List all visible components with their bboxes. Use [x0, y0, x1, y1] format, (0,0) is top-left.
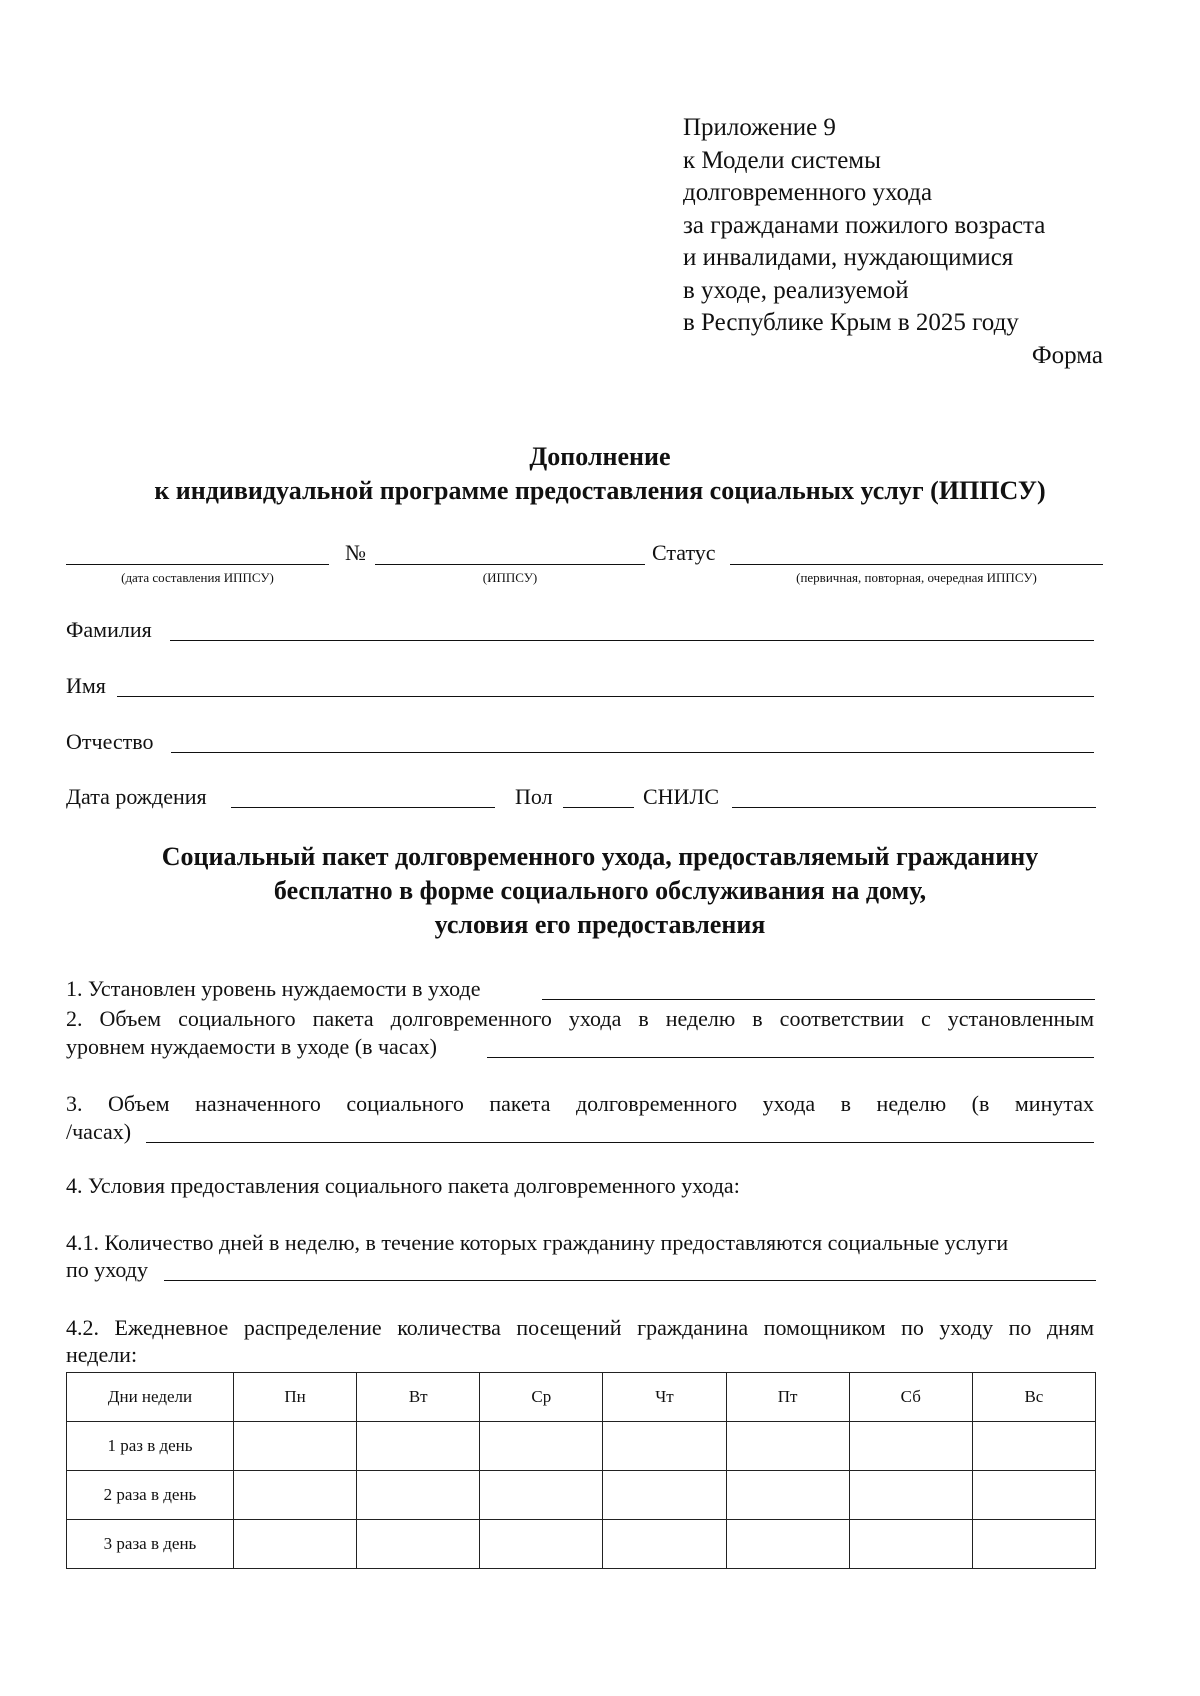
item-4-text: 4. Условия предоставления социального пакета долговременного ухода:: [66, 1173, 740, 1198]
table-cell[interactable]: [234, 1422, 357, 1471]
table-header-cell: Вс: [972, 1373, 1095, 1422]
table-cell[interactable]: [480, 1471, 603, 1520]
table-cell[interactable]: [849, 1520, 972, 1569]
table-header-cell: Сб: [849, 1373, 972, 1422]
item-3-line-2: /часах): [66, 1119, 132, 1144]
item-4-2-line-1: 4.2. Ежедневное распределение количества посещений гражданина помощником по уходу по дням: [66, 1315, 1094, 1340]
item-2-field-line[interactable]: [487, 1057, 1094, 1058]
item-2-line-2: уровнем нуждаемости в уходе (в часах): [66, 1034, 437, 1059]
table-cell[interactable]: [357, 1422, 480, 1471]
number-caption: (ИППСУ): [482, 570, 538, 585]
status-field-line[interactable]: [730, 564, 1103, 565]
table-cell[interactable]: [603, 1422, 726, 1471]
table-cell[interactable]: [603, 1471, 726, 1520]
table-header-cell: Ср: [480, 1373, 603, 1422]
appendix-block: [683, 112, 1103, 372]
number-label: №: [345, 540, 366, 565]
surname-field-line[interactable]: [170, 640, 1094, 641]
table-cell[interactable]: [726, 1471, 849, 1520]
item-4-1-field-line[interactable]: [164, 1280, 1096, 1281]
table-cell[interactable]: [357, 1471, 480, 1520]
table-cell[interactable]: [726, 1520, 849, 1569]
table-row: [67, 1471, 1096, 1520]
appendix-line: долговременного ухода: [683, 179, 933, 206]
status-label: Статус: [652, 540, 716, 565]
visits-table: [66, 1372, 1096, 1569]
table-cell[interactable]: [357, 1520, 480, 1569]
table-header-cell: Вт: [357, 1373, 480, 1422]
table-header-row: [67, 1373, 1096, 1422]
section-title-line: Социальный пакет долговременного ухода, предоставляемый гражданину: [161, 842, 1039, 871]
date-caption: (дата составления ИППСУ): [121, 570, 274, 585]
name-label: Имя: [66, 673, 106, 698]
table-cell[interactable]: [972, 1471, 1095, 1520]
row-label: 2 раза в день: [67, 1471, 234, 1520]
table-cell[interactable]: [849, 1422, 972, 1471]
table-header-cell: Дни недели: [67, 1373, 234, 1422]
item-4-1-line-1: 4.1. Количество дней в неделю, в течение которых гражданину предоставляются социальные услуги: [66, 1230, 1009, 1255]
snils-label: СНИЛС: [643, 784, 720, 809]
table-header-cell: Пн: [234, 1373, 357, 1422]
section-title-line: условия его предоставления: [434, 910, 766, 939]
item-1-field-line[interactable]: [542, 999, 1095, 1000]
table-header-cell: Пт: [726, 1373, 849, 1422]
document-subtitle: к индивидуальной программе предоставления социальных услуг (ИППСУ): [154, 476, 1046, 505]
item-4-2-line-2: недели:: [66, 1342, 138, 1367]
table-row: [67, 1520, 1096, 1569]
document-title: Дополнение: [529, 442, 671, 471]
item-2-line-1: 2. Объем социального пакета долговременного ухода в неделю в соответствии с установленным: [66, 1006, 1094, 1031]
birthdate-label: Дата рождения: [66, 784, 207, 809]
item-3-field-line[interactable]: [146, 1142, 1094, 1143]
status-caption: (первичная, повторная, очередная ИППСУ): [796, 570, 1037, 585]
table-cell[interactable]: [234, 1520, 357, 1569]
patronymic-label: Отчество: [66, 729, 154, 754]
birthdate-field-line[interactable]: [231, 807, 495, 808]
table-cell[interactable]: [849, 1471, 972, 1520]
patronymic-field-line[interactable]: [171, 752, 1094, 753]
appendix-line: к Модели системы: [683, 146, 881, 174]
name-field-line[interactable]: [117, 696, 1094, 697]
surname-label: Фамилия: [66, 617, 152, 642]
table-cell[interactable]: [234, 1471, 357, 1520]
section-title-line: бесплатно в форме социального обслуживания на дому,: [273, 876, 927, 905]
snils-field-line[interactable]: [732, 807, 1096, 808]
table-cell[interactable]: [480, 1520, 603, 1569]
number-field-line[interactable]: [375, 564, 645, 565]
table-cell[interactable]: [726, 1422, 849, 1471]
row-label: 3 раза в день: [67, 1520, 234, 1569]
date-field-line[interactable]: [66, 564, 329, 565]
table-row: [67, 1422, 1096, 1471]
appendix-line: за гражданами пожилого возраста: [683, 211, 1046, 239]
appendix-line: в уходе, реализуемой: [683, 276, 909, 304]
form-label: Форма: [1031, 341, 1103, 369]
appendix-line: и инвалидами, нуждающимися: [683, 244, 1014, 271]
item-4-1-line-2: по уходу: [66, 1257, 148, 1282]
table-cell[interactable]: [603, 1520, 726, 1569]
row-label: 1 раз в день: [67, 1422, 234, 1471]
table-header-cell: Чт: [603, 1373, 726, 1422]
item-3-line-1: 3. Объем назначенного социального пакета долговременного ухода в неделю (в минутах: [66, 1091, 1094, 1116]
appendix-line: в Республике Крым в 2025 году: [683, 309, 1019, 336]
sex-field-line[interactable]: [563, 807, 634, 808]
table-cell[interactable]: [972, 1422, 1095, 1471]
item-1-text: 1. Установлен уровень нуждаемости в уходе: [66, 976, 481, 1001]
table-cell[interactable]: [480, 1422, 603, 1471]
table-cell[interactable]: [972, 1520, 1095, 1569]
appendix-line: Приложение 9: [683, 114, 836, 141]
sex-label: Пол: [515, 784, 553, 809]
